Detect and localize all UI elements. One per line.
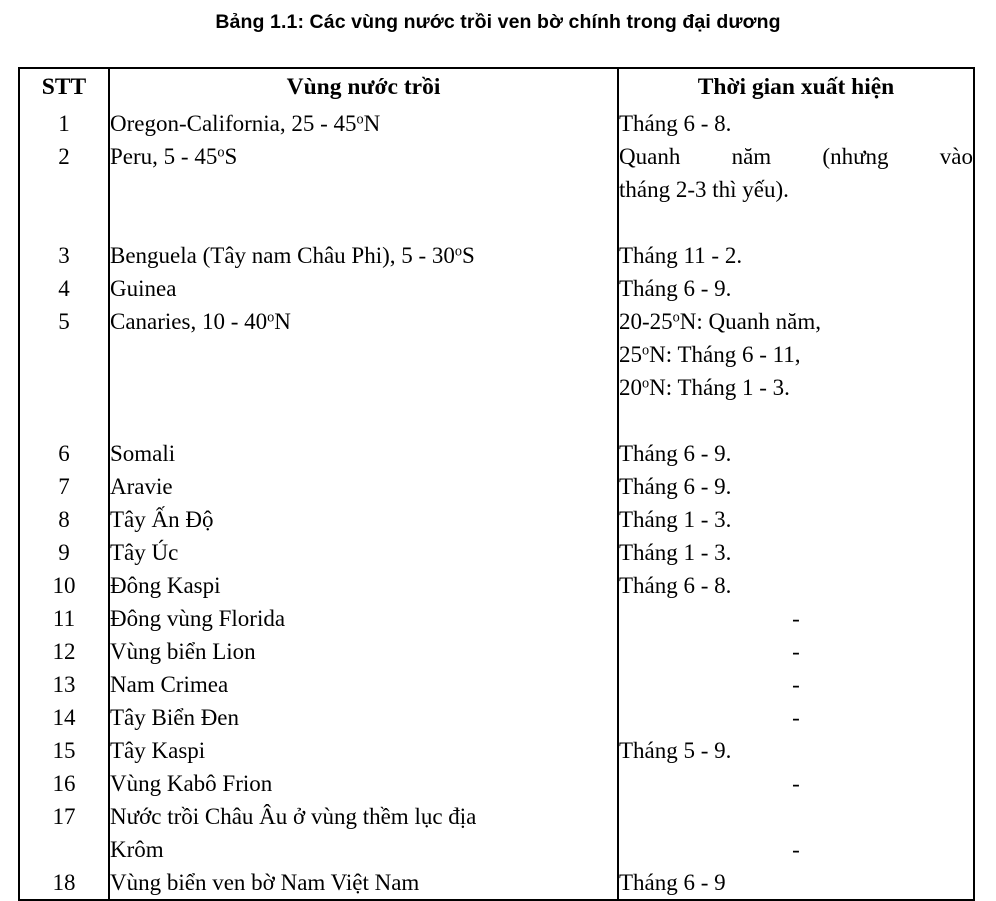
time-detail: N: Tháng 1 - 3. bbox=[649, 375, 790, 400]
zone-text: Benguela (Tây nam Châu Phi), 5 - 30 bbox=[110, 243, 455, 268]
time-line: Tháng 1 - 3. bbox=[619, 540, 732, 565]
table-row bbox=[19, 701, 974, 734]
cell-stt: 7 bbox=[19, 470, 109, 503]
cell-stt: 4 bbox=[19, 272, 109, 305]
table-header-row bbox=[19, 68, 974, 107]
zone-text: Tây Biển Đen bbox=[110, 705, 240, 730]
table-row bbox=[19, 272, 974, 305]
spacer-line bbox=[619, 404, 973, 437]
time-detail: N: Tháng 6 - 11, bbox=[649, 342, 801, 367]
time-placeholder-dash: - bbox=[792, 705, 800, 730]
cell-stt: 18 bbox=[19, 866, 109, 900]
degree-symbol: o bbox=[217, 144, 225, 161]
cell-time bbox=[618, 866, 974, 900]
cell-stt: 12 bbox=[19, 635, 109, 668]
degree-symbol: o bbox=[356, 111, 364, 128]
cell-time bbox=[618, 107, 974, 140]
time-latitude: 20 bbox=[619, 375, 642, 400]
cell-stt: 1 bbox=[19, 107, 109, 140]
cell-zone bbox=[109, 140, 618, 239]
cell-zone bbox=[109, 866, 618, 900]
cell-zone bbox=[109, 569, 618, 602]
cell-zone bbox=[109, 668, 618, 701]
table-row bbox=[19, 734, 974, 767]
table-row bbox=[19, 107, 974, 140]
column-header-zone: Vùng nước trồi bbox=[109, 68, 618, 107]
time-line: Tháng 6 - 9 bbox=[619, 870, 726, 895]
time-placeholder-dash: - bbox=[792, 837, 800, 862]
degree-symbol: o bbox=[642, 375, 650, 392]
degree-symbol: o bbox=[267, 309, 275, 326]
table-row bbox=[19, 140, 974, 239]
spacer-line bbox=[619, 800, 973, 833]
time-line: Tháng 6 - 8. bbox=[619, 573, 732, 598]
zone-text: Đông Kaspi bbox=[110, 573, 221, 598]
cell-time bbox=[618, 734, 974, 767]
time-line: Quanh năm (nhưng vào bbox=[619, 144, 973, 169]
time-line: Tháng 5 - 9. bbox=[619, 738, 732, 763]
time-line: Tháng 6 - 9. bbox=[619, 276, 732, 301]
cell-zone bbox=[109, 239, 618, 272]
table-row bbox=[19, 800, 974, 866]
cell-time bbox=[618, 767, 974, 800]
zone-text: Vùng biển Lion bbox=[110, 639, 256, 664]
cell-zone bbox=[109, 470, 618, 503]
zone-hemisphere: S bbox=[462, 243, 475, 268]
table-row bbox=[19, 635, 974, 668]
cell-zone bbox=[109, 767, 618, 800]
time-placeholder-dash: - bbox=[792, 771, 800, 796]
zone-text: Aravie bbox=[110, 474, 173, 499]
table-caption: Bảng 1.1: Các vùng nước trồi ven bờ chính trong đại dương bbox=[215, 11, 781, 33]
cell-time bbox=[618, 140, 974, 239]
degree-symbol: o bbox=[454, 243, 463, 260]
zone-hemisphere: S bbox=[224, 144, 238, 169]
cell-stt: 15 bbox=[19, 734, 109, 767]
cell-zone bbox=[109, 107, 618, 140]
cell-zone bbox=[109, 503, 618, 536]
zone-text: Tây Úc bbox=[110, 540, 179, 565]
time-line bbox=[619, 338, 973, 371]
table-body bbox=[19, 107, 974, 900]
time-line: Tháng 6 - 9. bbox=[619, 474, 732, 499]
zone-text: Guinea bbox=[110, 276, 177, 301]
cell-stt: 17 bbox=[19, 800, 109, 866]
table-row bbox=[19, 668, 974, 701]
cell-zone bbox=[109, 635, 618, 668]
cell-stt: 9 bbox=[19, 536, 109, 569]
cell-stt: 13 bbox=[19, 668, 109, 701]
zone-text: Vùng Kabô Frion bbox=[110, 771, 273, 796]
table-row bbox=[19, 767, 974, 800]
table-row bbox=[19, 503, 974, 536]
cell-time bbox=[618, 569, 974, 602]
time-line bbox=[619, 371, 973, 404]
cell-time bbox=[618, 800, 974, 866]
cell-stt: 8 bbox=[19, 503, 109, 536]
table-row bbox=[19, 305, 974, 437]
column-header-time: Thời gian xuất hiện bbox=[618, 68, 974, 107]
cell-stt: 2 bbox=[19, 140, 109, 239]
upwelling-regions-table bbox=[18, 67, 975, 901]
time-line: Tháng 6 - 8. bbox=[619, 111, 732, 136]
cell-time bbox=[618, 668, 974, 701]
zone-text: Tây Ấn Độ bbox=[110, 507, 214, 532]
cell-zone bbox=[109, 272, 618, 305]
zone-text: Đông vùng Florida bbox=[110, 606, 286, 631]
time-placeholder-dash: - bbox=[792, 639, 800, 664]
table-row bbox=[19, 437, 974, 470]
time-line bbox=[619, 305, 973, 338]
zone-text: Nam Crimea bbox=[110, 672, 229, 697]
spacer-line bbox=[619, 206, 973, 239]
zone-text: Vùng biển ven bờ Nam Việt Nam bbox=[110, 870, 420, 895]
degree-symbol: o bbox=[642, 342, 650, 359]
cell-zone bbox=[109, 734, 618, 767]
zone-text-continued: Krôm bbox=[110, 837, 164, 862]
table-row bbox=[19, 470, 974, 503]
degree-symbol: o bbox=[672, 309, 680, 326]
cell-zone bbox=[109, 602, 618, 635]
cell-time bbox=[618, 503, 974, 536]
zone-text: Somali bbox=[110, 441, 176, 466]
zone-hemisphere: N bbox=[274, 309, 291, 334]
time-detail: N: Quanh năm, bbox=[679, 309, 821, 334]
cell-stt: 16 bbox=[19, 767, 109, 800]
table-header bbox=[19, 68, 974, 107]
cell-time bbox=[618, 239, 974, 272]
cell-time bbox=[618, 470, 974, 503]
cell-zone bbox=[109, 536, 618, 569]
zone-text: Nước trồi Châu Âu ở vùng thềm lục địa bbox=[110, 804, 477, 829]
cell-stt: 11 bbox=[19, 602, 109, 635]
time-latitude: 25 bbox=[619, 342, 642, 367]
cell-zone bbox=[109, 437, 618, 470]
cell-stt: 6 bbox=[19, 437, 109, 470]
time-line: Tháng 1 - 3. bbox=[619, 507, 732, 532]
cell-time bbox=[618, 635, 974, 668]
cell-time bbox=[618, 701, 974, 734]
cell-stt: 14 bbox=[19, 701, 109, 734]
cell-stt: 3 bbox=[19, 239, 109, 272]
table-row bbox=[19, 239, 974, 272]
cell-time bbox=[618, 272, 974, 305]
table-container bbox=[18, 67, 973, 901]
cell-time bbox=[618, 536, 974, 569]
time-placeholder-dash: - bbox=[792, 672, 800, 697]
time-line: Tháng 11 - 2. bbox=[619, 243, 743, 268]
cell-stt: 5 bbox=[19, 305, 109, 437]
cell-time bbox=[618, 305, 974, 437]
cell-zone bbox=[109, 305, 618, 437]
table-row bbox=[19, 536, 974, 569]
table-row bbox=[19, 602, 974, 635]
cell-time bbox=[618, 437, 974, 470]
time-line: Tháng 6 - 9. bbox=[619, 441, 732, 466]
cell-zone bbox=[109, 701, 618, 734]
zone-hemisphere: N bbox=[363, 111, 381, 136]
zone-text: Canaries, 10 - 40 bbox=[110, 309, 268, 334]
time-placeholder-dash: - bbox=[792, 606, 800, 631]
time-latitude: 20-25 bbox=[619, 309, 673, 334]
zone-text: Tây Kaspi bbox=[110, 738, 206, 763]
cell-time bbox=[618, 602, 974, 635]
column-header-stt: STT bbox=[19, 68, 109, 107]
table-row bbox=[19, 866, 974, 900]
zone-text: Peru, 5 - 45 bbox=[110, 144, 218, 169]
table-row bbox=[19, 569, 974, 602]
time-line: tháng 2-3 thì yếu). bbox=[619, 177, 789, 202]
cell-stt: 10 bbox=[19, 569, 109, 602]
zone-text: Oregon-California, 25 - 45 bbox=[110, 111, 357, 136]
cell-zone bbox=[109, 800, 618, 866]
